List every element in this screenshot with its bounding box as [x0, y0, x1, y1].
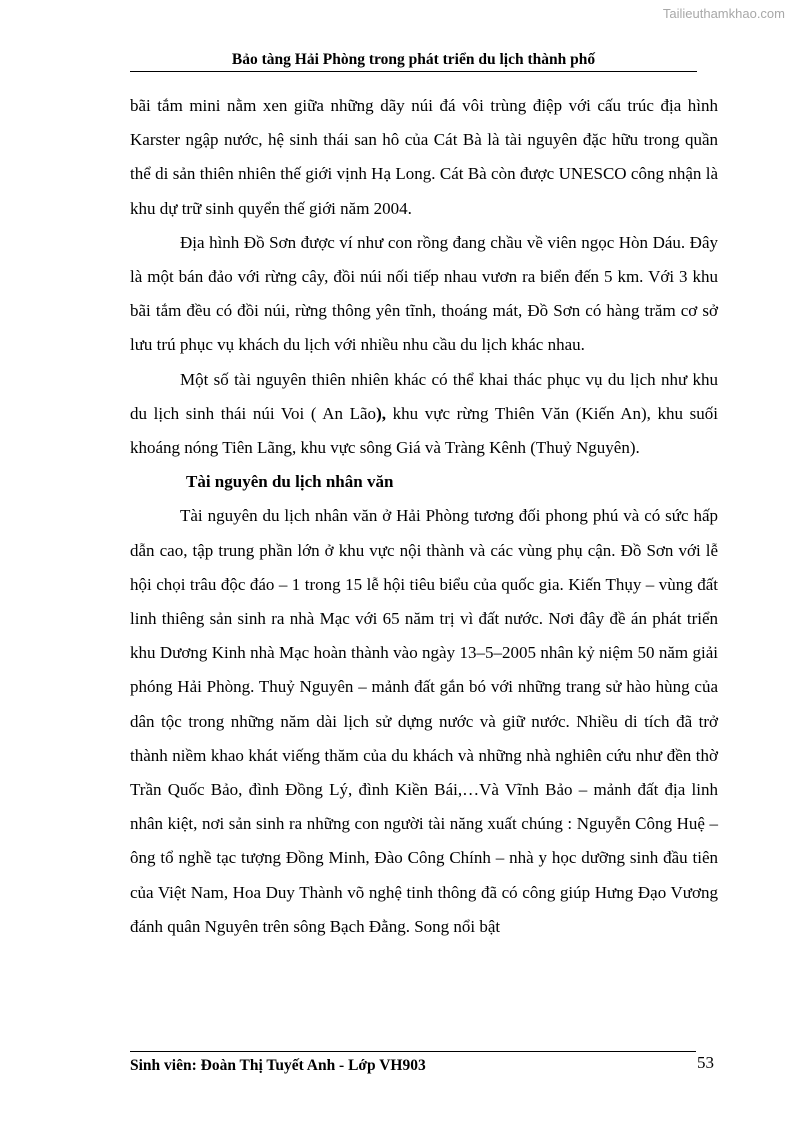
page-number: 53	[697, 1053, 714, 1072]
bold-punctuation: ),	[376, 403, 386, 423]
page-header: Bảo tàng Hải Phòng trong phát triển du lịch thành phố	[231, 51, 596, 68]
paragraph: Tài nguyên du lịch nhân văn ở Hải Phòng tương đối phong phú và có sức hấp dẫn cao, tập trung phần lớn ở khu vực nội thành và các vùng phụ cận. Đồ Sơn với lễ hội chọi trâu độc đáo – 1 trong 15 lễ hội tiêu biểu của quốc gia. Kiến Thụy – vùng đất linh thiêng sản sinh ra nhà Mạc với 65 năm trị vì đất nước. Nơi đây đề án phát triển khu Dương Kinh nhà Mạc hoàn thành vào ngày 13–5–2005 nhân kỷ niệm 50 năm giải phóng Hải Phòng. Thuỷ Nguyên – mảnh đất gắn bó với những trang sử hào hùng của dân tộc trong những năm dài lịch sử dựng nước và giữ nước. Nhiều di tích đã trở thành niềm khao khát viếng thăm của du khách và những nhà nghiên cứu như đền thờ Trần Quốc Bảo, đình Đồng Lý, đình Kiền Bái,…Và Vĩnh Bảo – mảnh đất địa linh nhân kiệt, nơi sản sinh ra những con người tài năng xuất chúng : Nguyễn Công Huệ – ông tổ nghề tạc tượng Đồng Minh, Đào Công Chính – nhà y học dưỡng sinh đầu tiên của Việt Nam, Hoa Duy Thành võ nghệ tinh thông đã có công giúp Hưng Đạo Vương đánh quân Nguyên trên sông Bạch Đằng. Song nổi bật	[130, 506, 718, 936]
document-body	[130, 89, 718, 944]
section-heading: Tài nguyên du lịch nhân văn	[186, 472, 394, 492]
footer-student: Sinh viên: Đoàn Thị Tuyết Anh - Lớp VH903	[130, 1057, 426, 1074]
paragraph: Địa hình Đồ Sơn được ví như con rồng đang chầu về viên ngọc Hòn Dáu. Đây là một bán đảo với rừng cây, đồi núi nối tiếp nhau vươn ra biển đến 5 km. Với 3 khu bãi tắm đều có đồi núi, rừng thông yên tĩnh, thoáng mát, Đồ Sơn có hàng trăm cơ sở lưu trú phục vụ khách du lịch với nhiều nhu cầu du lịch khác nhau.	[130, 232, 718, 355]
paragraph	[130, 363, 718, 466]
paragraph-text: Một số tài nguyên thiên nhiên khác có thể khai thác phục vụ du lịch như khu du lịch sinh thái núi Voi ( An Lão	[130, 369, 718, 423]
watermark: Tailieuthamkhao.com	[662, 6, 785, 21]
header-divider	[130, 71, 697, 72]
paragraph-text: khu vực rừng Thiên Văn (Kiến An), khu suối khoáng nóng Tiên Lãng, khu vực sông Giá và Tràng Kênh (Thuỷ Nguyên).	[130, 403, 718, 458]
paragraph: bãi tắm mini nằm xen giữa những dãy núi đá vôi trùng điệp với cấu trúc địa hình Karster ngập nước, hệ sinh thái san hô của Cát Bà là tài nguyên đặc hữu trong quần thể di sản thiên nhiên thế giới vịnh Hạ Long. Cát Bà còn được UNESCO công nhận là khu dự trữ sinh quyển thế giới năm 2004.	[130, 96, 718, 218]
footer-divider	[130, 1051, 696, 1052]
